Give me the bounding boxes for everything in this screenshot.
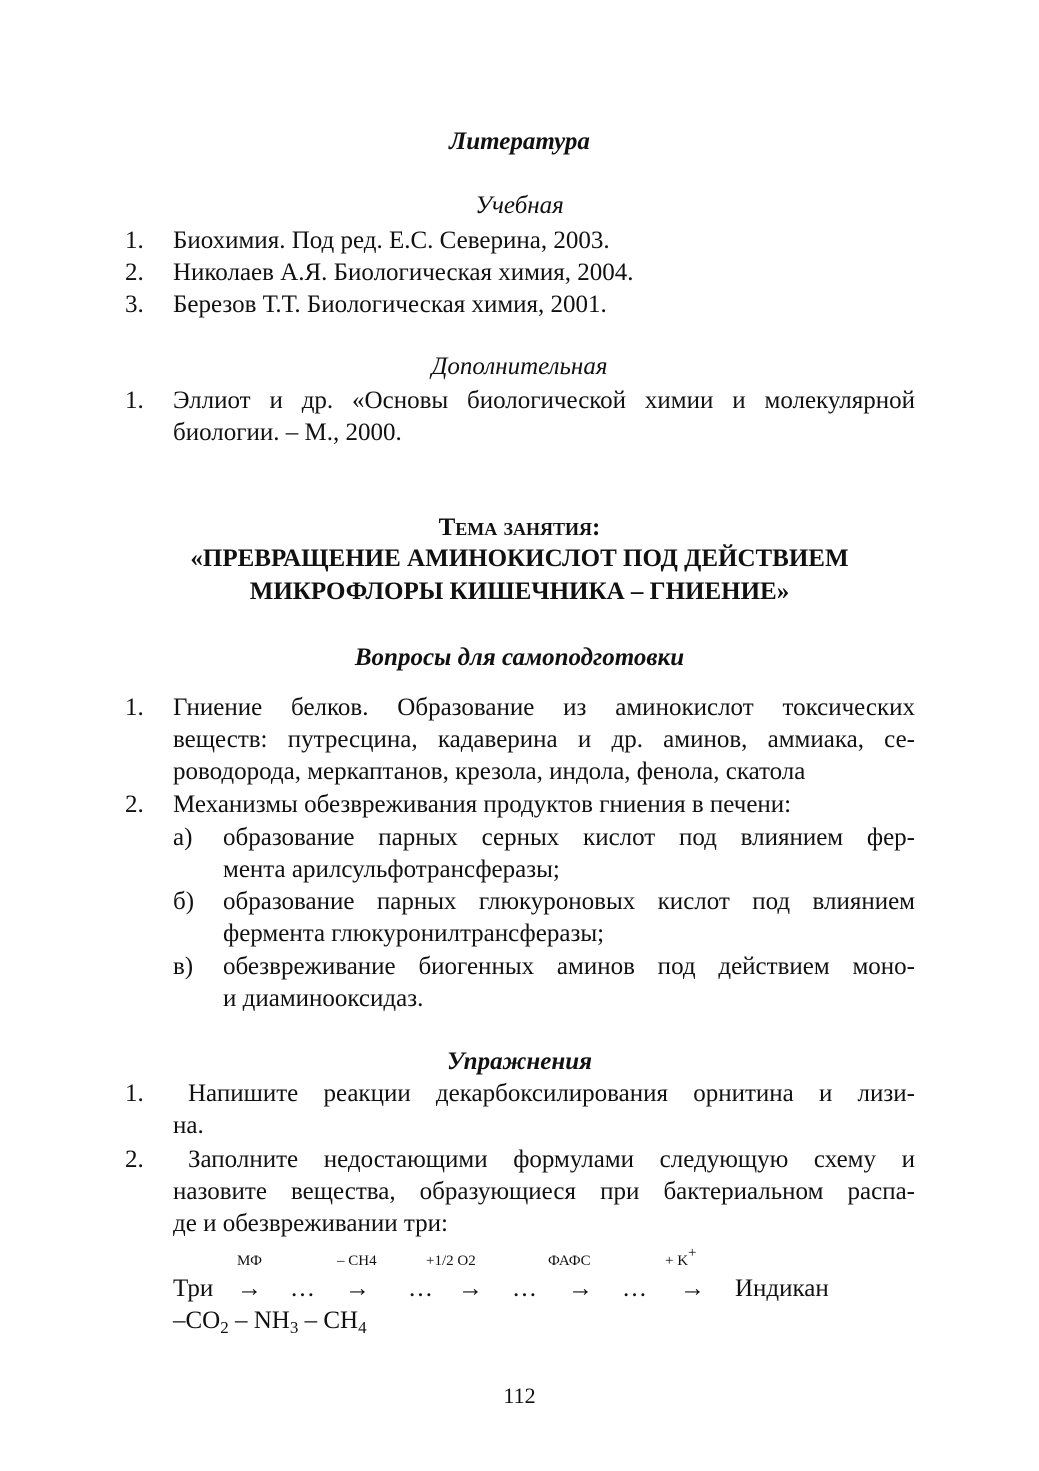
subitem-mark: а) — [173, 824, 193, 851]
questions-title: Вопросы для самоподготовки — [354, 644, 685, 671]
scheme-reagent-label: +1/2 O2 — [426, 1253, 476, 1269]
scheme-end: Индикан — [735, 1275, 829, 1302]
extra-heading: Дополнительная — [431, 353, 608, 380]
exercises-title: Упражнения — [446, 1048, 593, 1075]
scheme-loss-text: –CO — [173, 1307, 221, 1334]
scheme-blank: … — [290, 1275, 315, 1302]
item-text: Гниение белков. Образование из аминокислот токсических — [173, 694, 915, 721]
scheme-subscript: 3 — [289, 1318, 299, 1337]
subitem-mark: в) — [173, 953, 194, 980]
item-number: 2. — [125, 259, 144, 286]
scheme-blank: … — [512, 1275, 537, 1302]
subitem-text: обезвреживание биогенных аминов под действием моно- — [223, 953, 915, 980]
item-text: де и обезвреживании три: — [173, 1210, 448, 1237]
subitem-text: фермента глюкуронилтрансферазы; — [223, 920, 605, 947]
scheme-subscript: 4 — [358, 1318, 367, 1337]
item-number: 1. — [125, 1080, 144, 1107]
item-text: Эллиот и др. «Основы биологической химии и молекулярной — [173, 387, 915, 414]
scheme-reagent-label: ФАФС — [548, 1253, 591, 1269]
scheme-reagent-label — [665, 1245, 697, 1270]
scheme-blank: … — [622, 1275, 647, 1302]
subitem-text: мента арилсульфотрансферазы; — [223, 856, 560, 883]
topic-label-text: Тема занятия: — [438, 514, 601, 541]
item-number: 1. — [125, 694, 144, 721]
item-text: Березов Т.Т. Биологическая химия, 2001. — [173, 291, 607, 318]
scheme-subscript: 2 — [220, 1318, 229, 1337]
item-text: Биохимия. Под ред. Е.С. Северина, 2003. — [173, 227, 610, 254]
scheme-loss-text: – NH — [228, 1307, 290, 1334]
literature-title: Литература — [449, 128, 590, 155]
item-number: 1. — [125, 387, 144, 414]
item-text: биологии. – М., 2000. — [173, 419, 402, 446]
scheme-reagent-label: – CH4 — [337, 1253, 377, 1269]
topic-title-line2: МИКРОФЛОРЫ КИШЕЧНИКА – ГНИЕНИЕ» — [249, 578, 790, 605]
item-text: Заполните недостающими формулами следующую схему и — [188, 1146, 915, 1173]
topic-title-line1: «ПРЕВРАЩЕНИЕ АМИНОКИСЛОТ ПОД ДЕЙСТВИЕМ — [190, 545, 849, 572]
scheme-arrow: → — [680, 1275, 705, 1302]
subitem-mark: б) — [173, 888, 195, 915]
scheme-arrow: → — [568, 1275, 593, 1302]
item-text: назовите вещества, образующиеся при бактериальном распа- — [173, 1178, 915, 1205]
item-text: на. — [173, 1112, 204, 1139]
scheme-start: Три — [173, 1275, 214, 1302]
subitem-text: образование парных глюкуроновых кислот под влиянием — [223, 888, 915, 915]
item-text: Механизмы обезвреживания продуктов гниения в печени: — [173, 791, 792, 818]
page-number: 112 — [503, 1383, 536, 1408]
item-number: 2. — [125, 1146, 144, 1173]
textbook-heading: Учебная — [475, 192, 564, 219]
scheme-superscript: + — [688, 1245, 697, 1261]
scheme-reagent-text: + K — [665, 1253, 689, 1269]
scheme-arrow: → — [345, 1275, 370, 1302]
item-number: 1. — [125, 227, 144, 254]
item-text: роводорода, меркаптанов, крезола, индола, фенола, скатола — [173, 758, 806, 785]
scheme-arrow: → — [237, 1275, 262, 1302]
scheme-losses — [173, 1305, 367, 1337]
item-number: 3. — [125, 291, 144, 318]
item-text: Напишите реакции декарбоксилирования орнитина и лизи- — [188, 1080, 915, 1107]
scheme-loss-text: – CH — [298, 1307, 359, 1334]
topic-label — [0, 512, 1039, 544]
item-text: Николаев А.Я. Биологическая химия, 2004. — [173, 259, 634, 286]
item-number: 2. — [125, 791, 144, 818]
scheme-blank: … — [408, 1275, 433, 1302]
scheme-arrow: → — [458, 1275, 483, 1302]
subitem-text: образование парных серных кислот под влиянием фер- — [223, 824, 915, 851]
item-text: веществ: путресцина, кадаверина и др. аминов, аммиака, се- — [173, 726, 915, 753]
subitem-text: и диаминооксидаз. — [223, 985, 424, 1012]
scheme-reagent-label: МФ — [237, 1253, 262, 1269]
